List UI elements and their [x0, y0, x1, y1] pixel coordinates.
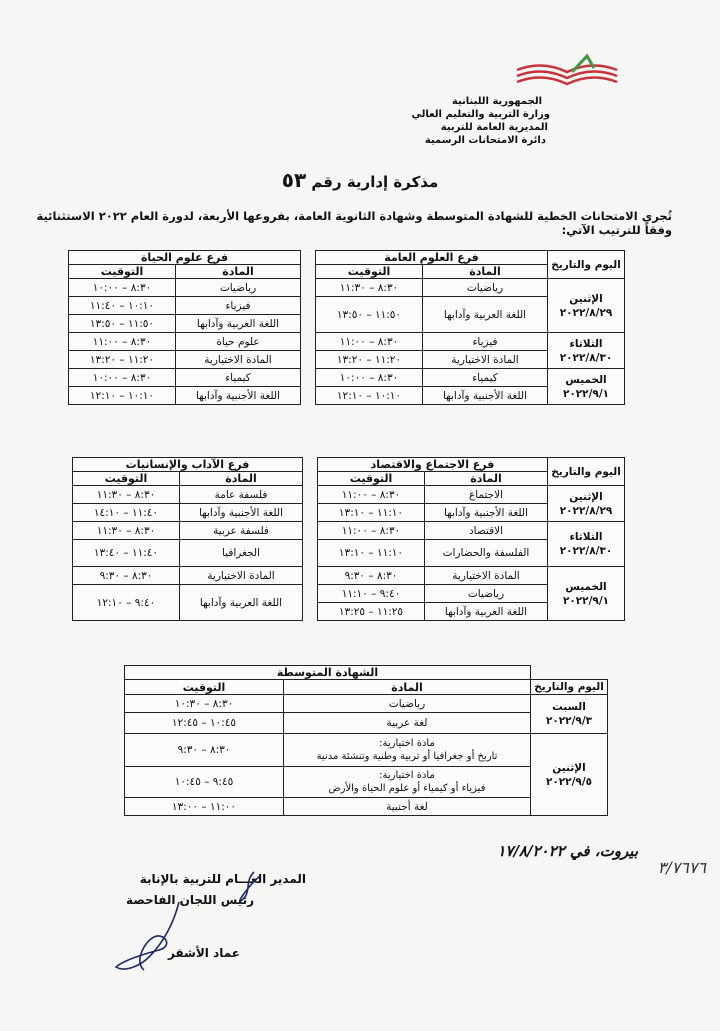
time-cell: ٨:٣٠ – ١١:٠٠: [318, 486, 425, 504]
time-cell: ٨:٣٠ – ١٠:٠٠: [69, 369, 176, 387]
subject-cell: اللغة الأجنبية وآدابها: [425, 504, 548, 522]
time-cell: ١٠:١٠ – ١١:٤٠: [69, 297, 176, 315]
time-cell: ١١:٤٠ – ١٤:١٠: [73, 504, 180, 522]
subject-cell: اللغة العربية وآدابها: [425, 603, 548, 621]
branch-general-sciences: فرع العلوم العامة: [316, 251, 548, 265]
time-cell: ١١:٠٠ – ١٣:٠٠: [125, 798, 284, 816]
subject-cell: علوم حياة: [176, 333, 301, 351]
time-cell: ٨:٣٠ – ١١:٠٠: [318, 522, 425, 540]
header-subject: المادة: [284, 680, 531, 695]
day-cell: [548, 369, 625, 405]
place-date: بيروت، في ١٧/٨/٢٠٢٢: [497, 842, 638, 860]
day-cell: [548, 486, 625, 522]
day-name: الإثنين: [552, 761, 586, 774]
header-day-date: اليوم والتاريخ: [531, 680, 608, 695]
time-cell: ١١:١٠ – ١٣:١٠: [318, 504, 425, 522]
time-cell: ١١:٥٠ – ١٣:٥٠: [316, 297, 423, 333]
subject-cell: كيمياء: [176, 369, 301, 387]
time-cell: ٨:٣٠ – ١٠:٣٠: [125, 695, 284, 713]
time-cell: ١١:٢٠ – ١٣:٢٠: [316, 351, 423, 369]
subject-cell: اللغة العربية وآدابها: [180, 585, 303, 621]
time-cell: ١٠:٤٥ – ١٢:٤٥: [125, 713, 284, 734]
subject-line: تاريخ أو جغرافيا أو تربية وطنية وتنشئة مدنية: [316, 751, 498, 762]
header-subject: المادة: [180, 472, 303, 486]
time-cell: ١٠:١٠ – ١٢:١٠: [316, 387, 423, 405]
subject-cell: رياضيات: [425, 585, 548, 603]
day-cell: [548, 567, 625, 621]
subject-cell: المادة الاختيارية: [425, 567, 548, 585]
day-name: الإثنين: [569, 490, 603, 503]
day-name: الخميس: [565, 580, 607, 593]
subject-cell: الاقتصاد: [425, 522, 548, 540]
subject-cell: الجغرافيا: [180, 540, 303, 567]
time-cell: ١١:٢٠ – ١٣:٢٠: [69, 351, 176, 369]
subject-cell: المادة الاختيارية: [176, 351, 301, 369]
day-name: الإثنين: [569, 292, 603, 305]
table-secondary-sciences: [68, 250, 625, 405]
header-subject: المادة: [425, 472, 548, 486]
day-date: ٢٠٢٢/٨/٢٩: [559, 504, 613, 517]
header-line-4: دائرة الامتحانات الرسمية: [424, 135, 546, 146]
time-cell: ٨:٣٠ – ٩:٣٠: [125, 734, 284, 767]
branch-life-sciences: فرع علوم الحياة: [69, 251, 301, 265]
subject-cell: فلسفة عربية: [180, 522, 303, 540]
subject-cell: فيزياء: [423, 333, 548, 351]
memo-title: [0, 168, 720, 192]
time-cell: ٩:٤٥ – ١٠:٤٥: [125, 767, 284, 798]
subject-line: مادة اختيارية:: [379, 738, 435, 749]
time-cell: ٨:٣٠ – ٩:٣٠: [73, 567, 180, 585]
subject-line: فيزياء أو كيمياء أو علوم الحياة والأرض: [328, 783, 486, 794]
day-date: ٢٠٢٢/٨/٣٠: [559, 545, 613, 557]
subject-cell: رياضيات: [284, 695, 531, 713]
subject-cell: اللغة الأجنبية وآدابها: [180, 504, 303, 522]
time-cell: ٨:٣٠ – ١٠:٠٠: [316, 369, 423, 387]
day-date: ٢٠٢٢/٩/١: [562, 594, 610, 607]
day-date: ٢٠٢٢/٨/٣٠: [559, 351, 613, 364]
day-date: ٢٠٢٢/٩/٣: [545, 715, 593, 727]
header-line-2: وزارة التربية والتعليم العالي: [411, 109, 550, 120]
intro-text: تُجرى الامتحانات الخطية للشهادة المتوسطة وشهادة الثانوية العامة، بفروعها الأربعة، لدورة العام ٢٠٢٢ الاستثنائية وفقاً للترتيب الآتي:: [36, 209, 672, 237]
header-subject: المادة: [423, 265, 548, 279]
subject-cell: اللغة العربية وآدابها: [176, 315, 301, 333]
signatory-title-2: رئيس اللجان الفاحصة: [125, 893, 254, 907]
subject-cell: لغة عربية: [284, 713, 531, 734]
header-time: التوقيت: [316, 265, 423, 279]
subject-cell: اللغة الأجنبية وآدابها: [176, 387, 301, 405]
subject-cell: [284, 734, 531, 767]
subject-cell: فيزياء: [176, 297, 301, 315]
ministry-logo: [512, 50, 622, 90]
time-cell: ٨:٣٠ – ١١:٣٠: [316, 279, 423, 297]
memo-number: ٥٣: [281, 168, 307, 192]
header-day-date: اليوم والتاريخ: [548, 458, 625, 486]
day-cell: [548, 279, 625, 333]
subject-cell: [284, 767, 531, 798]
time-cell: ٨:٣٠ – ٩:٣٠: [318, 567, 425, 585]
day-name: الثلاثاء: [569, 337, 603, 350]
reference-number: ٣/٧٦٧٦: [657, 858, 706, 877]
subject-cell: لغة أجنبية: [284, 798, 531, 816]
header-line-1: الجمهورية اللبنانية: [451, 96, 542, 107]
signatory-name: عماد الأشقر: [167, 946, 240, 960]
time-cell: ١١:٢٥ – ١٣:٢٥: [318, 603, 425, 621]
header-subject: المادة: [176, 265, 301, 279]
time-cell: ٨:٣٠ – ١٠:٠٠: [69, 279, 176, 297]
signatory-title-1: المدير العـــام للتربية بالإنابة: [139, 872, 306, 886]
subject-cell: كيمياء: [423, 369, 548, 387]
signature: [104, 862, 274, 982]
day-date: ٢٠٢٢/٩/٥: [545, 775, 593, 788]
time-cell: ١٠:١٠ – ١٢:١٠: [69, 387, 176, 405]
day-cell: [531, 695, 608, 734]
subject-cell: المادة الاختيارية: [423, 351, 548, 369]
subject-cell: المادة الاختيارية: [180, 567, 303, 585]
subject-cell: رياضيات: [423, 279, 548, 297]
day-name: الخميس: [565, 373, 607, 386]
day-cell: [531, 734, 608, 816]
subject-cell: الفلسفة والحضارات: [425, 540, 548, 567]
header-time: التوقيت: [69, 265, 176, 279]
subject-cell: اللغة العربية وآدابها: [423, 297, 548, 333]
time-cell: ٨:٣٠ – ١١:٣٠: [73, 522, 180, 540]
time-cell: ٨:٣٠ – ١١:٠٠: [69, 333, 176, 351]
intermediate-title: الشهادة المتوسطة: [125, 666, 531, 680]
subject-line: مادة اختيارية:: [379, 770, 435, 781]
subject-cell: الاجتماع: [425, 486, 548, 504]
header-time: التوقيت: [125, 680, 284, 695]
header-time: التوقيت: [318, 472, 425, 486]
header-day-date: اليوم والتاريخ: [548, 251, 625, 279]
branch-humanities: فرع الآداب والإنسانيات: [73, 458, 303, 472]
day-cell: [548, 522, 625, 567]
time-cell: ٩:٤٠ – ١١:١٠: [318, 585, 425, 603]
table-intermediate-certificate: [124, 665, 608, 816]
subject-cell: رياضيات: [176, 279, 301, 297]
time-cell: ١١:١٠ – ١٣:١٠: [318, 540, 425, 567]
header-time: التوقيت: [73, 472, 180, 486]
header-line-3: المديرية العامة للتربية: [440, 122, 548, 133]
table-secondary-humanities: [72, 457, 625, 621]
time-cell: ١١:٥٠ – ١٣:٥٠: [69, 315, 176, 333]
branch-sociology-economics: فرع الاجتماع والاقتصاد: [318, 458, 548, 472]
time-cell: ٩:٤٠ – ١٢:١٠: [73, 585, 180, 621]
day-name: الثلاثاء: [569, 531, 603, 543]
day-date: ٢٠٢٢/٨/٢٩: [559, 306, 613, 319]
day-date: ٢٠٢٢/٩/١: [562, 387, 610, 400]
time-cell: ٨:٣٠ – ١١:٣٠: [73, 486, 180, 504]
day-cell: [548, 333, 625, 369]
subject-cell: اللغة الأجنبية وآدابها: [423, 387, 548, 405]
memo-title-text: مذكرة إدارية رقم: [311, 173, 439, 191]
day-name: السبت: [552, 701, 586, 713]
time-cell: ٨:٣٠ – ١١:٠٠: [316, 333, 423, 351]
time-cell: ١١:٤٠ – ١٣:٤٠: [73, 540, 180, 567]
subject-cell: فلسفة عامة: [180, 486, 303, 504]
